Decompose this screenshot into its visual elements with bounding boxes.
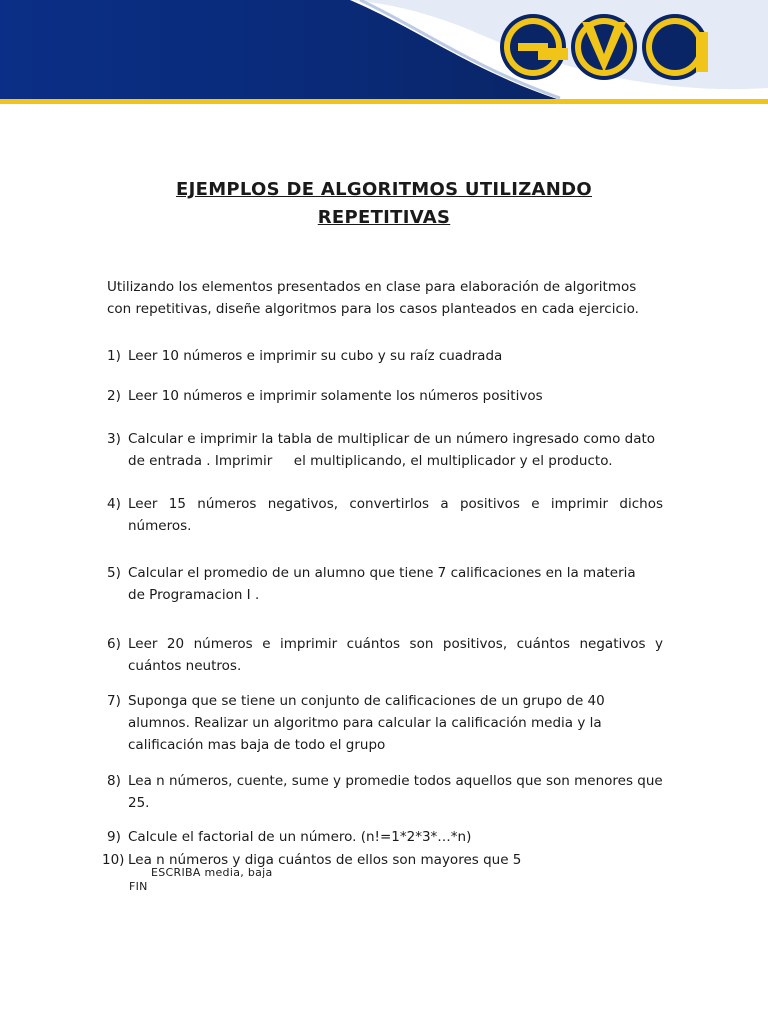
- intro-paragraph: [107, 276, 667, 320]
- exercise-number: 6): [107, 636, 121, 652]
- intro-line-1: Utilizando los elementos presentados en clase para elaboración de algoritmos: [107, 279, 637, 295]
- exercise-item-2: [107, 385, 663, 407]
- exercise-number: 10): [102, 852, 125, 868]
- exercise-line: números.: [128, 518, 192, 534]
- exercise-line: Suponga que se tiene un conjunto de calificaciones de un grupo de 40: [128, 693, 605, 709]
- exercise-line: alumnos. Realizar un algoritmo para calcular la calificación media y la: [128, 715, 602, 731]
- exercise-line: Leer 10 números e imprimir su cubo y su raíz cuadrada: [128, 348, 503, 364]
- exercise-item-9: [107, 826, 663, 848]
- exercise-number: 1): [107, 348, 121, 364]
- intro-line-2: con repetitivas, diseñe algoritmos para los casos planteados en cada ejercicio.: [107, 301, 639, 317]
- eva-logo: [498, 12, 710, 82]
- title-line-2: REPETITIVAS: [317, 207, 451, 228]
- exercise-line: cuántos neutros.: [128, 658, 242, 674]
- exercise-line: Calcular e imprimir la tabla de multiplicar de un número ingresado como dato: [128, 431, 656, 447]
- exercise-number: 3): [107, 431, 121, 447]
- exercise-line: Calcular el promedio de un alumno que tiene 7 calificaciones en la materia: [128, 565, 636, 581]
- exercise-line: de Programacion I .: [128, 587, 260, 603]
- document-title: [0, 176, 768, 232]
- exercise-number: 5): [107, 565, 121, 581]
- exercise-item-5: [107, 562, 663, 606]
- stray-fin-text: FIN: [129, 880, 148, 893]
- exercise-line: calificación mas baja de todo el grupo: [128, 737, 386, 753]
- exercise-item-3: [107, 428, 663, 472]
- exercise-item-6: [107, 633, 663, 677]
- exercise-number: 9): [107, 829, 121, 845]
- exercise-line: Leer 15 números negativos, convertirlos a positivos e imprimir dichos: [128, 496, 663, 512]
- exercise-number: 4): [107, 496, 121, 512]
- title-line-1: EJEMPLOS DE ALGORITMOS UTILIZANDO: [176, 179, 592, 200]
- exercise-line: Leer 20 números e imprimir cuántos son positivos, cuántos negativos y: [128, 636, 663, 652]
- exercise-item-4: [107, 493, 663, 537]
- exercise-line: de entrada . Imprimir el multiplicando, el multiplicador y el producto.: [128, 453, 613, 469]
- exercise-item-7: [107, 690, 663, 756]
- exercise-item-8: [107, 770, 663, 814]
- exercise-line: Lea n números, cuente, sume y promedie todos aquellos que son menores que: [128, 773, 663, 789]
- exercise-item-1: [107, 345, 663, 367]
- exercise-number: 2): [107, 388, 121, 404]
- stray-escriba-text: ESCRIBA media, baja: [151, 866, 273, 879]
- exercise-number: 8): [107, 773, 121, 789]
- exercise-line: Calcule el factorial de un número. (n!=1*2*3*…*n): [128, 829, 472, 845]
- exercise-line: Lea n números y diga cuántos de ellos son mayores que 5: [128, 852, 522, 868]
- exercise-line: Leer 10 números e imprimir solamente los números positivos: [128, 388, 543, 404]
- exercise-line: 25.: [128, 795, 150, 811]
- exercise-number: 7): [107, 693, 121, 709]
